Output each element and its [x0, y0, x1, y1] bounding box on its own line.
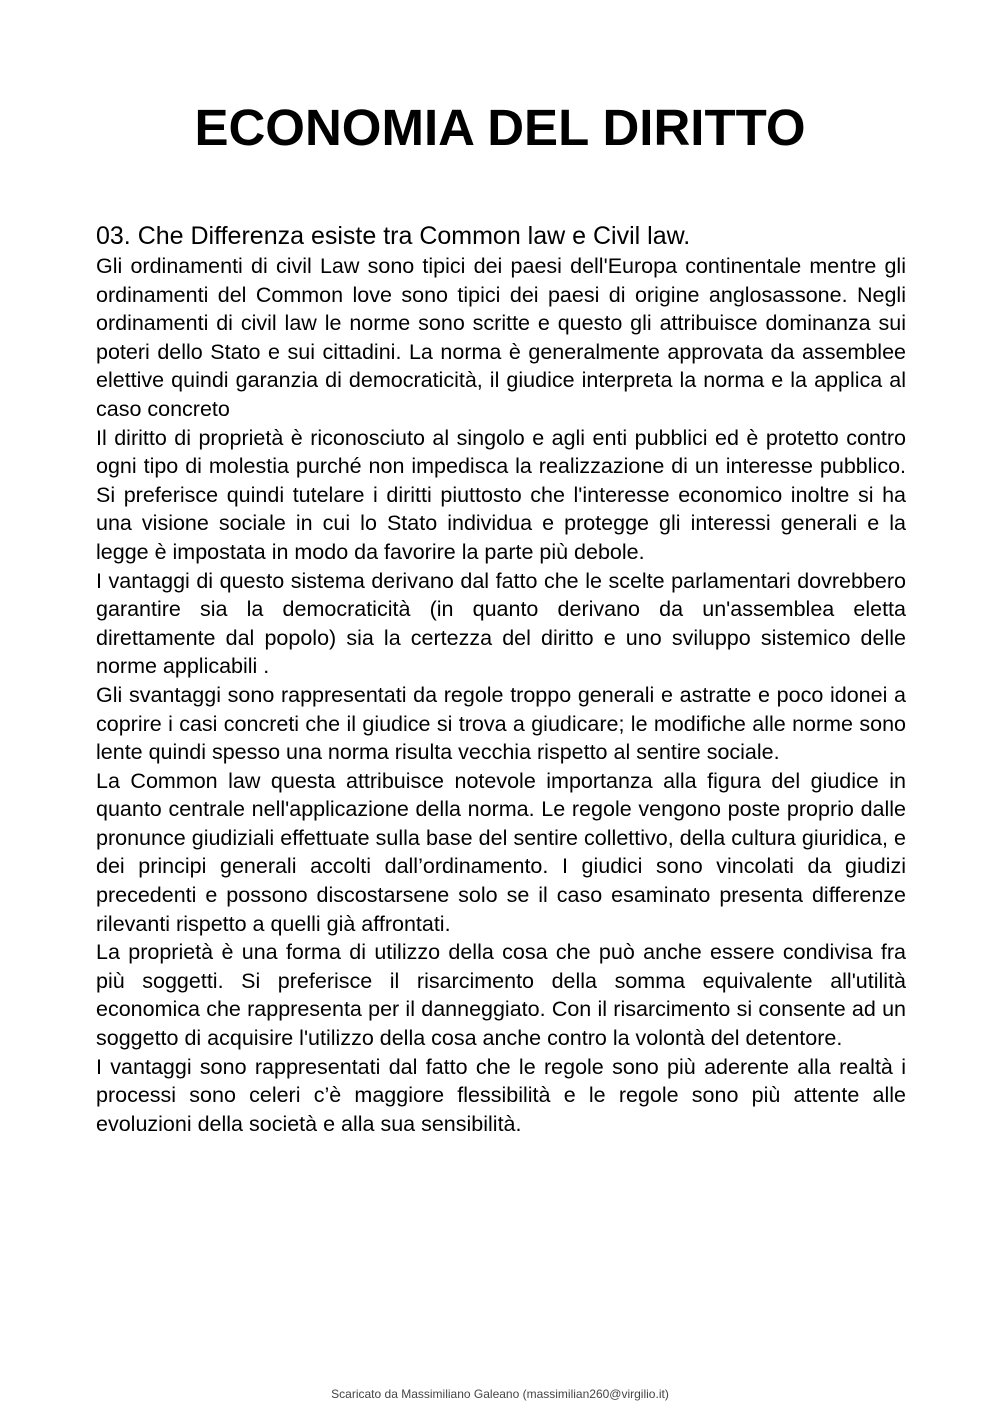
paragraph-civil-law-intro: Gli ordinamenti di civil Law sono tipici dei paesi dell'Europa continentale mentre gli ordinamenti del Common love sono tipici dei paesi di origine anglosassone. Negli ordinamenti di civil law le norme sono scritte e questo gli attribuisce dominanza sui poteri dello Stato e sui cittadini. La norma è generalmente approvata da assemblee elettive quindi garanzia di democraticità, il giudice interpreta la norma e la applica al caso concreto [96, 254, 906, 421]
download-footer: Scaricato da Massimiliano Galeano (massimilian260@virgilio.it) [331, 1387, 669, 1401]
paragraph-common-law-property: La proprietà è una forma di utilizzo della cosa che può anche essere condivisa fra più soggetti. Si preferisce il risarcimento della somma equivalente all'utilità economica che rappresenta per il danneggiato. Con il risarcimento si consente ad un soggetto di acquisire l'utilizzo della cosa anche contro la volontà del detentore. [96, 940, 906, 1051]
document-body [96, 220, 906, 1138]
paragraph-civil-law-property: Il diritto di proprietà è riconosciuto al singolo e agli enti pubblici ed è protetto contro ogni tipo di molestia purché non impedisca la realizzazione di un interesse pubblico. Si preferisce quindi tutelare i diritti piuttosto che l'interesse economico inoltre si ha una visione sociale in cui lo Stato individua e protegge gli interessi generali e la legge è impostata in modo da favorire la parte più debole. [96, 425, 906, 564]
paragraph-civil-law-advantages: I vantaggi di questo sistema derivano dal fatto che le scelte parlamentari dovrebbero garantire sia la democraticità (in quanto derivano da un'assemblea eletta direttamente dal popolo) sia la certezza del diritto e uno sviluppo sistemico delle norme applicabili . [96, 568, 906, 679]
paragraph-civil-law-disadvantages: Gli svantaggi sono rappresentati da regole troppo generali e astratte e poco idonei a coprire i casi concreti che il giudice si trova a giudicare; le modifiche alle norme sono lente quindi spesso una norma risulta vecchia rispetto al sentire sociale. [96, 682, 906, 765]
paragraph-common-law-intro: La Common law questa attribuisce notevole importanza alla figura del giudice in quanto centrale nell'applicazione della norma. Le regole vengono poste proprio dalle pronunce giudiziali effettuate sulla base del sentire collettivo, della cultura giuridica, e dei principi generali accolti dall’ordinamento. I giudici sono vincolati da giudizi precedenti e possono discostarsene solo se il caso esaminato presenta differenze rilevanti rispetto a quelli già affrontati. [96, 768, 906, 936]
question-heading: 03. Che Differenza esiste tra Common law e Civil law. [96, 222, 691, 250]
page-title: ECONOMIA DEL DIRITTO [194, 99, 806, 156]
paragraph-common-law-advantages: I vantaggi sono rappresentati dal fatto che le regole sono più aderente alla realtà i processi sono celeri c’è maggiore flessibilità e le regole sono più attente alle evoluzioni della società e alla sua sensibilità. [96, 1054, 906, 1136]
